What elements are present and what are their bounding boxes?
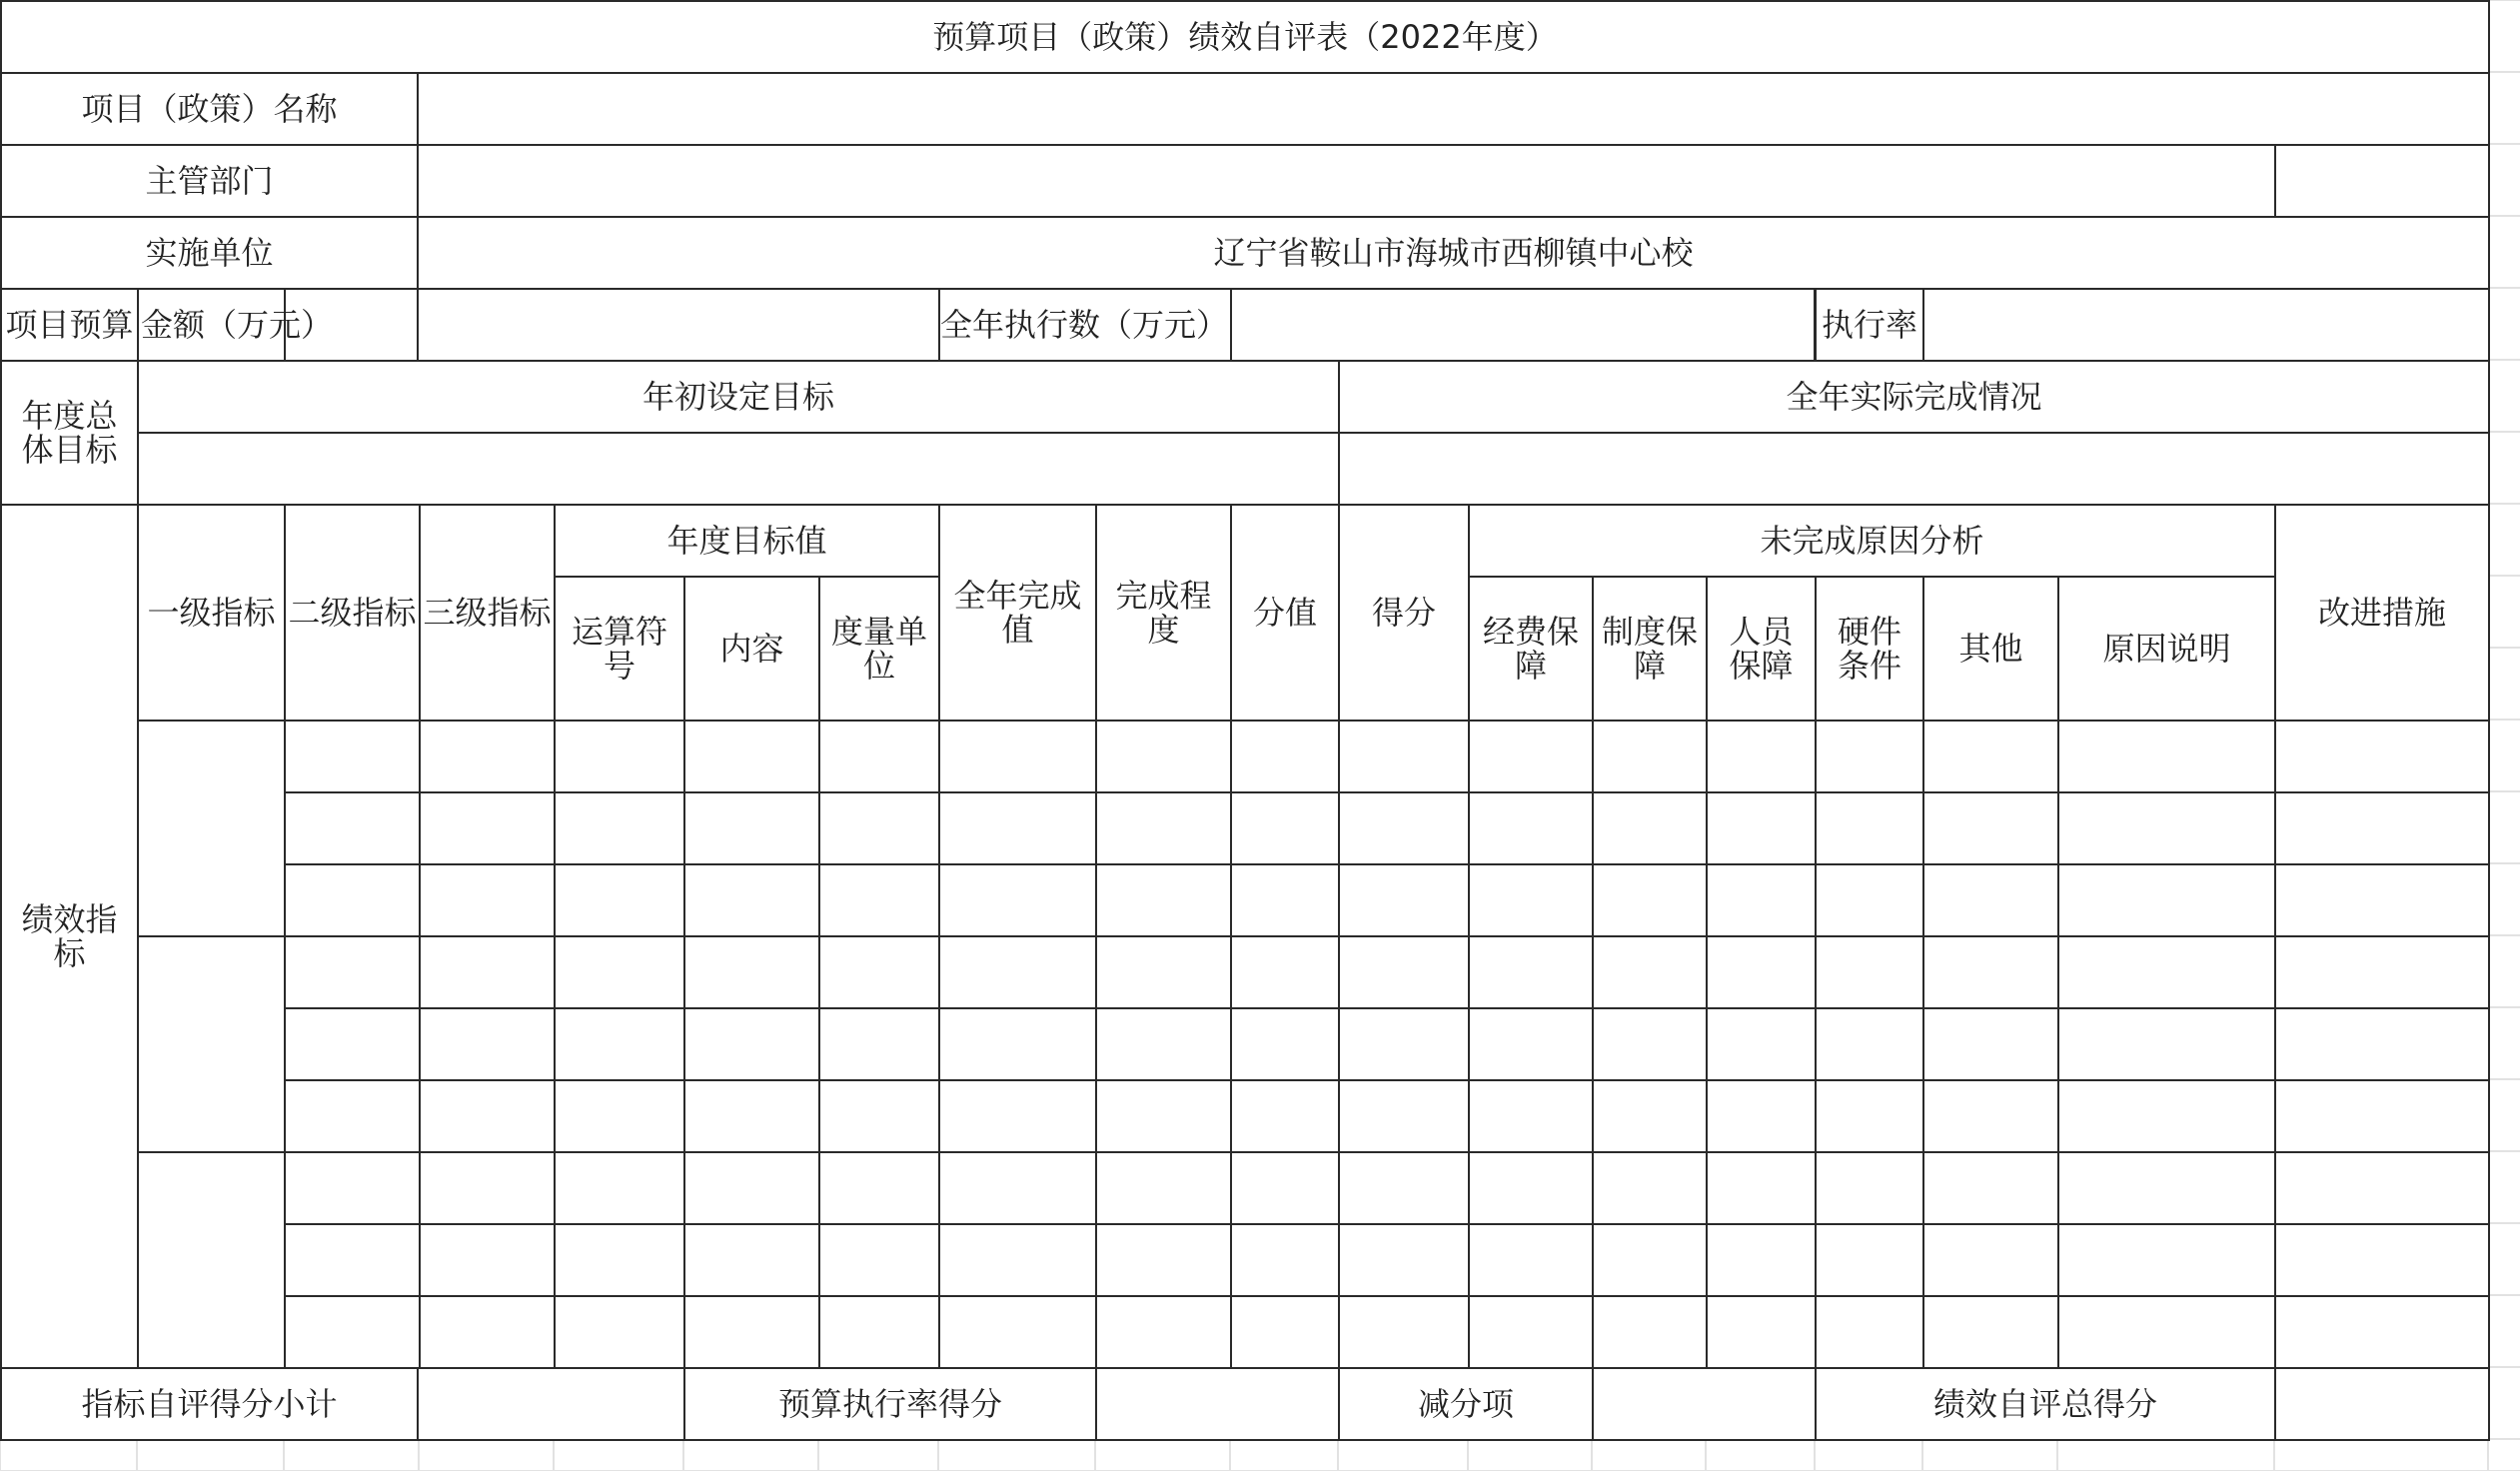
empty-grid-cell[interactable] [2488, 1367, 2520, 1439]
indicator-cell[interactable] [818, 1151, 940, 1225]
col-reason-note-header[interactable]: 原因说明 [2057, 576, 2276, 722]
indicator-cell[interactable] [1592, 791, 1708, 865]
indicator-cell[interactable] [284, 863, 421, 937]
indicator-cell[interactable] [2274, 1079, 2490, 1153]
col-level1-header[interactable]: 一级指标 [137, 504, 286, 722]
indicator-cell[interactable] [1592, 1151, 1708, 1225]
subtotal-label[interactable]: 指标自评得分小计 [0, 1367, 419, 1441]
indicator-cell[interactable] [419, 1151, 556, 1225]
indicator-cell[interactable] [554, 863, 685, 937]
indicator-cell[interactable] [818, 1079, 940, 1153]
empty-grid-cell[interactable] [2488, 1007, 2520, 1079]
empty-grid-cell[interactable] [1338, 1439, 1468, 1471]
empty-grid-cell[interactable] [284, 1439, 419, 1471]
indicator-cell[interactable] [419, 1295, 556, 1369]
indicator-cell[interactable] [1230, 1223, 1340, 1297]
indicator-cell[interactable] [284, 720, 421, 793]
indicator-cell[interactable] [1338, 1151, 1470, 1225]
department-label[interactable]: 主管部门 [0, 144, 419, 218]
indicator-cell[interactable] [554, 1295, 685, 1369]
indicator-cell[interactable] [1338, 863, 1470, 937]
indicator-cell[interactable] [683, 1223, 820, 1297]
indicator-cell[interactable] [818, 1223, 940, 1297]
indicator-cell[interactable] [1922, 935, 2059, 1009]
indicator-cell[interactable] [1592, 720, 1708, 793]
indicator-cell[interactable] [1922, 1079, 2059, 1153]
indicator-cell[interactable] [1338, 791, 1470, 865]
indicator-cell[interactable] [1338, 1295, 1470, 1369]
empty-grid-cell[interactable] [1230, 1439, 1338, 1471]
indicator-cell[interactable] [818, 791, 940, 865]
col-content-header[interactable]: 内容 [683, 576, 820, 722]
indicator-cell[interactable] [419, 863, 556, 937]
project-name-label[interactable]: 项目（政策）名称 [0, 72, 419, 146]
col-level2-header[interactable]: 二级指标 [284, 504, 421, 722]
col-funding-header[interactable]: 经费保障 [1468, 576, 1594, 722]
indicator-cell[interactable] [2057, 791, 2276, 865]
col-score-header[interactable]: 得分 [1338, 504, 1470, 722]
indicator-cell[interactable] [683, 1295, 820, 1369]
col-completion-header[interactable]: 完成程度 [1095, 504, 1232, 722]
indicator-cell[interactable] [1095, 1223, 1232, 1297]
exec-rate-score-label[interactable]: 预算执行率得分 [683, 1367, 1097, 1441]
indicator-cell[interactable] [2057, 935, 2276, 1009]
indicator-cell[interactable] [1706, 1295, 1817, 1369]
indicator-cell[interactable] [1338, 1223, 1470, 1297]
indicator-cell[interactable] [1592, 935, 1708, 1009]
col-hardware-header[interactable]: 硬件条件 [1815, 576, 1924, 722]
indicator-cell[interactable] [2057, 1151, 2276, 1225]
indicator-cell[interactable] [1815, 1295, 1924, 1369]
indicator-cell[interactable] [1338, 1007, 1470, 1081]
indicator-cell[interactable] [2274, 1223, 2490, 1297]
indicator-cell[interactable] [1095, 1151, 1232, 1225]
indicator-cell[interactable] [1815, 1151, 1924, 1225]
empty-grid-cell[interactable] [1592, 1439, 1706, 1471]
empty-grid-cell[interactable] [1468, 1439, 1592, 1471]
annual-goal-actual-header[interactable]: 全年实际完成情况 [1338, 360, 2490, 434]
indicator-cell[interactable] [2274, 935, 2490, 1009]
budget-rate-label[interactable]: 执行率 [1815, 288, 1924, 362]
indicator-cell[interactable] [2057, 1223, 2276, 1297]
empty-grid-cell[interactable] [2488, 72, 2520, 144]
deduction-label[interactable]: 减分项 [1338, 1367, 1594, 1441]
annual-goal-label[interactable]: 年度总体目标 [0, 360, 139, 506]
implementing-unit-label[interactable]: 实施单位 [0, 216, 419, 290]
annual-goal-planned-value[interactable] [137, 432, 1340, 506]
indicator-cell[interactable] [1095, 935, 1232, 1009]
subtotal-value[interactable] [417, 1367, 685, 1441]
indicator-cell[interactable] [554, 1079, 685, 1153]
sheet-title[interactable]: 预算项目（政策）绩效自评表（2022年度） [0, 0, 2490, 74]
exec-rate-score-value[interactable] [1095, 1367, 1340, 1441]
indicator-cell[interactable] [683, 791, 820, 865]
empty-grid-cell[interactable] [2488, 144, 2520, 216]
empty-grid-cell[interactable] [2488, 1439, 2520, 1471]
indicator-cell[interactable] [1815, 1007, 1924, 1081]
indicator-cell[interactable] [938, 791, 1097, 865]
indicator-cell[interactable] [419, 1223, 556, 1297]
budget-executed-label: 全年执行数（万元） [940, 306, 1229, 344]
col-weight-header[interactable]: 分值 [1230, 504, 1340, 722]
project-name-cell[interactable] [417, 72, 2490, 146]
indicator-cell[interactable] [683, 863, 820, 937]
indicator-cell[interactable] [284, 1223, 421, 1297]
indicator-cell[interactable] [1592, 863, 1708, 937]
indicator-cell[interactable] [284, 1295, 421, 1369]
indicator-cell[interactable] [1468, 1151, 1594, 1225]
empty-grid-cell[interactable] [818, 1439, 938, 1471]
indicator-cell[interactable] [1592, 1079, 1708, 1153]
indicator-cell[interactable] [1592, 1295, 1708, 1369]
indicator-cell[interactable] [554, 720, 685, 793]
indicator-cell[interactable] [1468, 1223, 1594, 1297]
indicator-cell[interactable] [1815, 863, 1924, 937]
indicator-cell[interactable] [2274, 720, 2490, 793]
level1-indicator-cell[interactable] [137, 935, 286, 1153]
empty-grid-cell[interactable] [2488, 432, 2520, 504]
indicator-cell[interactable] [419, 1079, 556, 1153]
indicator-cell[interactable] [1468, 1007, 1594, 1081]
indicator-cell[interactable] [2057, 1295, 2276, 1369]
empty-grid-cell[interactable] [2488, 216, 2520, 288]
indicator-cell[interactable] [1706, 1007, 1817, 1081]
indicator-cell[interactable] [2274, 1007, 2490, 1081]
col-annual-value-header[interactable]: 全年完成值 [938, 504, 1097, 722]
empty-grid-cell[interactable] [137, 1439, 284, 1471]
indicator-cell[interactable] [683, 1151, 820, 1225]
indicator-cell[interactable] [1706, 863, 1817, 937]
indicator-cell[interactable] [1815, 791, 1924, 865]
indicator-cell[interactable] [284, 1007, 421, 1081]
annual-goal-planned-header[interactable]: 年初设定目标 [137, 360, 1340, 434]
empty-grid-cell[interactable] [2488, 863, 2520, 935]
indicator-cell[interactable] [1230, 1079, 1340, 1153]
indicator-cell[interactable] [1922, 863, 2059, 937]
empty-grid-cell[interactable] [2488, 1151, 2520, 1223]
indicator-cell[interactable] [1468, 720, 1594, 793]
indicator-cell[interactable] [1468, 863, 1594, 937]
indicator-cell[interactable] [1230, 1295, 1340, 1369]
indicator-cell[interactable] [1095, 1295, 1232, 1369]
indicator-cell[interactable] [1468, 791, 1594, 865]
empty-grid-cell[interactable] [554, 1439, 683, 1471]
deduction-value[interactable] [1592, 1367, 1817, 1441]
total-score-label[interactable]: 绩效自评总得分 [1815, 1367, 2276, 1441]
indicator-cell[interactable] [938, 935, 1097, 1009]
indicator-cell[interactable] [554, 791, 685, 865]
indicator-cell[interactable] [1230, 791, 1340, 865]
budget-amount-value[interactable] [417, 288, 940, 362]
empty-grid-cell[interactable] [2488, 648, 2520, 720]
indicator-cell[interactable] [1922, 1151, 2059, 1225]
indicator-cell[interactable] [1706, 1151, 1817, 1225]
indicator-cell[interactable] [1468, 1295, 1594, 1369]
indicator-cell[interactable] [938, 1295, 1097, 1369]
empty-grid-cell[interactable] [2488, 1223, 2520, 1295]
empty-grid-cell[interactable] [2488, 1295, 2520, 1367]
indicator-cell[interactable] [1230, 1151, 1340, 1225]
indicator-cell[interactable] [818, 935, 940, 1009]
indicator-cell[interactable] [554, 1223, 685, 1297]
indicator-cell[interactable] [2057, 1007, 2276, 1081]
department-extra-cell[interactable] [2274, 144, 2490, 218]
indicator-cell[interactable] [419, 935, 556, 1009]
indicator-cell[interactable] [1706, 935, 1817, 1009]
indicator-cell[interactable] [938, 863, 1097, 937]
budget-amount-label: 金额（万元） [141, 306, 334, 344]
indicator-cell[interactable] [1230, 863, 1340, 937]
indicator-cell[interactable] [1230, 720, 1340, 793]
indicator-cell[interactable] [284, 1079, 421, 1153]
col-improvement-header[interactable]: 改进措施 [2274, 504, 2490, 722]
indicator-cell[interactable] [1095, 863, 1232, 937]
empty-grid-cell[interactable] [2488, 0, 2520, 72]
indicator-cell[interactable] [938, 1151, 1097, 1225]
budget-rate-value[interactable] [1922, 288, 2490, 362]
indicator-cell[interactable] [2274, 863, 2490, 937]
budget-executed-value[interactable] [1230, 288, 1816, 362]
empty-grid-cell[interactable] [2488, 576, 2520, 648]
indicator-cell[interactable] [419, 720, 556, 793]
indicator-cell[interactable] [1815, 1079, 1924, 1153]
empty-grid-cell[interactable] [2488, 935, 2520, 1007]
indicator-cell[interactable] [818, 863, 940, 937]
indicator-cell[interactable] [1922, 1007, 2059, 1081]
empty-grid-cell[interactable] [2488, 504, 2520, 576]
indicator-cell[interactable] [1592, 1223, 1708, 1297]
level1-indicator-cell[interactable] [137, 1151, 286, 1369]
empty-grid-cell[interactable] [2488, 720, 2520, 791]
indicator-cell[interactable] [1095, 1007, 1232, 1081]
indicator-cell[interactable] [419, 791, 556, 865]
indicator-cell[interactable] [683, 935, 820, 1009]
indicator-cell[interactable] [1095, 1079, 1232, 1153]
implementing-unit-value[interactable]: 辽宁省鞍山市海城市西柳镇中心校 [417, 216, 2490, 290]
empty-grid-cell[interactable] [0, 1439, 137, 1471]
col-system-header[interactable]: 制度保障 [1592, 576, 1708, 722]
indicator-cell[interactable] [938, 1079, 1097, 1153]
empty-grid-cell[interactable] [2488, 360, 2520, 432]
indicator-cell[interactable] [1592, 1007, 1708, 1081]
reason-group-header[interactable]: 未完成原因分析 [1468, 504, 2276, 578]
empty-grid-cell[interactable] [1922, 1439, 2057, 1471]
indicator-cell[interactable] [683, 1007, 820, 1081]
indicator-cell[interactable] [1922, 791, 2059, 865]
indicator-cell[interactable] [554, 935, 685, 1009]
empty-grid-cell[interactable] [2488, 791, 2520, 863]
indicator-cell[interactable] [1095, 791, 1232, 865]
indicator-cell[interactable] [419, 1007, 556, 1081]
indicator-cell[interactable] [1468, 1079, 1594, 1153]
indicator-cell[interactable] [2057, 720, 2276, 793]
indicator-cell[interactable] [284, 791, 421, 865]
indicator-cell[interactable] [554, 1151, 685, 1225]
indicator-cell[interactable] [1815, 720, 1924, 793]
indicator-cell[interactable] [1706, 1223, 1817, 1297]
indicator-cell[interactable] [818, 720, 940, 793]
empty-grid-cell[interactable] [1706, 1439, 1815, 1471]
indicator-cell[interactable] [683, 720, 820, 793]
indicator-cell[interactable] [1468, 935, 1594, 1009]
indicator-cell[interactable] [1815, 1223, 1924, 1297]
indicator-cell[interactable] [1922, 720, 2059, 793]
total-score-value[interactable] [2274, 1367, 2490, 1441]
col-unit-header[interactable]: 度量单位 [818, 576, 940, 722]
col-operator-header[interactable]: 运算符号 [554, 576, 685, 722]
empty-grid-cell[interactable] [2488, 288, 2520, 360]
indicator-cell[interactable] [1338, 1079, 1470, 1153]
empty-grid-cell[interactable] [1815, 1439, 1922, 1471]
budget-label[interactable]: 项目预算 [0, 288, 139, 362]
indicator-cell[interactable] [2057, 863, 2276, 937]
indicator-cell[interactable] [284, 935, 421, 1009]
indicator-cell[interactable] [2057, 1079, 2276, 1153]
empty-grid-cell[interactable] [1095, 1439, 1230, 1471]
indicator-cell[interactable] [818, 1007, 940, 1081]
empty-grid-cell[interactable] [2274, 1439, 2488, 1471]
indicator-cell[interactable] [2274, 1151, 2490, 1225]
col-personnel-header[interactable]: 人员保障 [1706, 576, 1817, 722]
indicators-label[interactable]: 绩效指标 [0, 504, 139, 1369]
indicator-cell[interactable] [2274, 791, 2490, 865]
empty-grid-cell[interactable] [419, 1439, 554, 1471]
indicator-cell[interactable] [818, 1295, 940, 1369]
indicator-cell[interactable] [1338, 720, 1470, 793]
col-other-header[interactable]: 其他 [1922, 576, 2059, 722]
empty-grid-cell[interactable] [2488, 1079, 2520, 1151]
department-cell[interactable] [417, 144, 2276, 218]
indicator-cell[interactable] [284, 1151, 421, 1225]
indicator-cell[interactable] [554, 1007, 685, 1081]
indicator-cell[interactable] [2274, 1295, 2490, 1369]
indicator-cell[interactable] [1095, 720, 1232, 793]
indicator-cell[interactable] [1706, 1079, 1817, 1153]
empty-grid-cell[interactable] [683, 1439, 818, 1471]
level1-indicator-cell[interactable] [137, 720, 286, 937]
empty-grid-cell[interactable] [2057, 1439, 2274, 1471]
annual-goal-actual-value[interactable] [1338, 432, 2490, 506]
indicator-cell[interactable] [1230, 935, 1340, 1009]
indicator-cell[interactable] [1922, 1295, 2059, 1369]
indicator-cell[interactable] [683, 1079, 820, 1153]
indicator-cell[interactable] [938, 1007, 1097, 1081]
indicator-cell[interactable] [1815, 935, 1924, 1009]
indicator-cell[interactable] [938, 1223, 1097, 1297]
col-level3-header[interactable]: 三级指标 [419, 504, 556, 722]
empty-grid-cell[interactable] [938, 1439, 1095, 1471]
indicator-cell[interactable] [1706, 791, 1817, 865]
indicator-cell[interactable] [1922, 1223, 2059, 1297]
indicator-cell[interactable] [1706, 720, 1817, 793]
indicator-cell[interactable] [938, 720, 1097, 793]
indicator-cell[interactable] [1338, 935, 1470, 1009]
target-value-group-header[interactable]: 年度目标值 [554, 504, 940, 578]
indicator-cell[interactable] [1230, 1007, 1340, 1081]
